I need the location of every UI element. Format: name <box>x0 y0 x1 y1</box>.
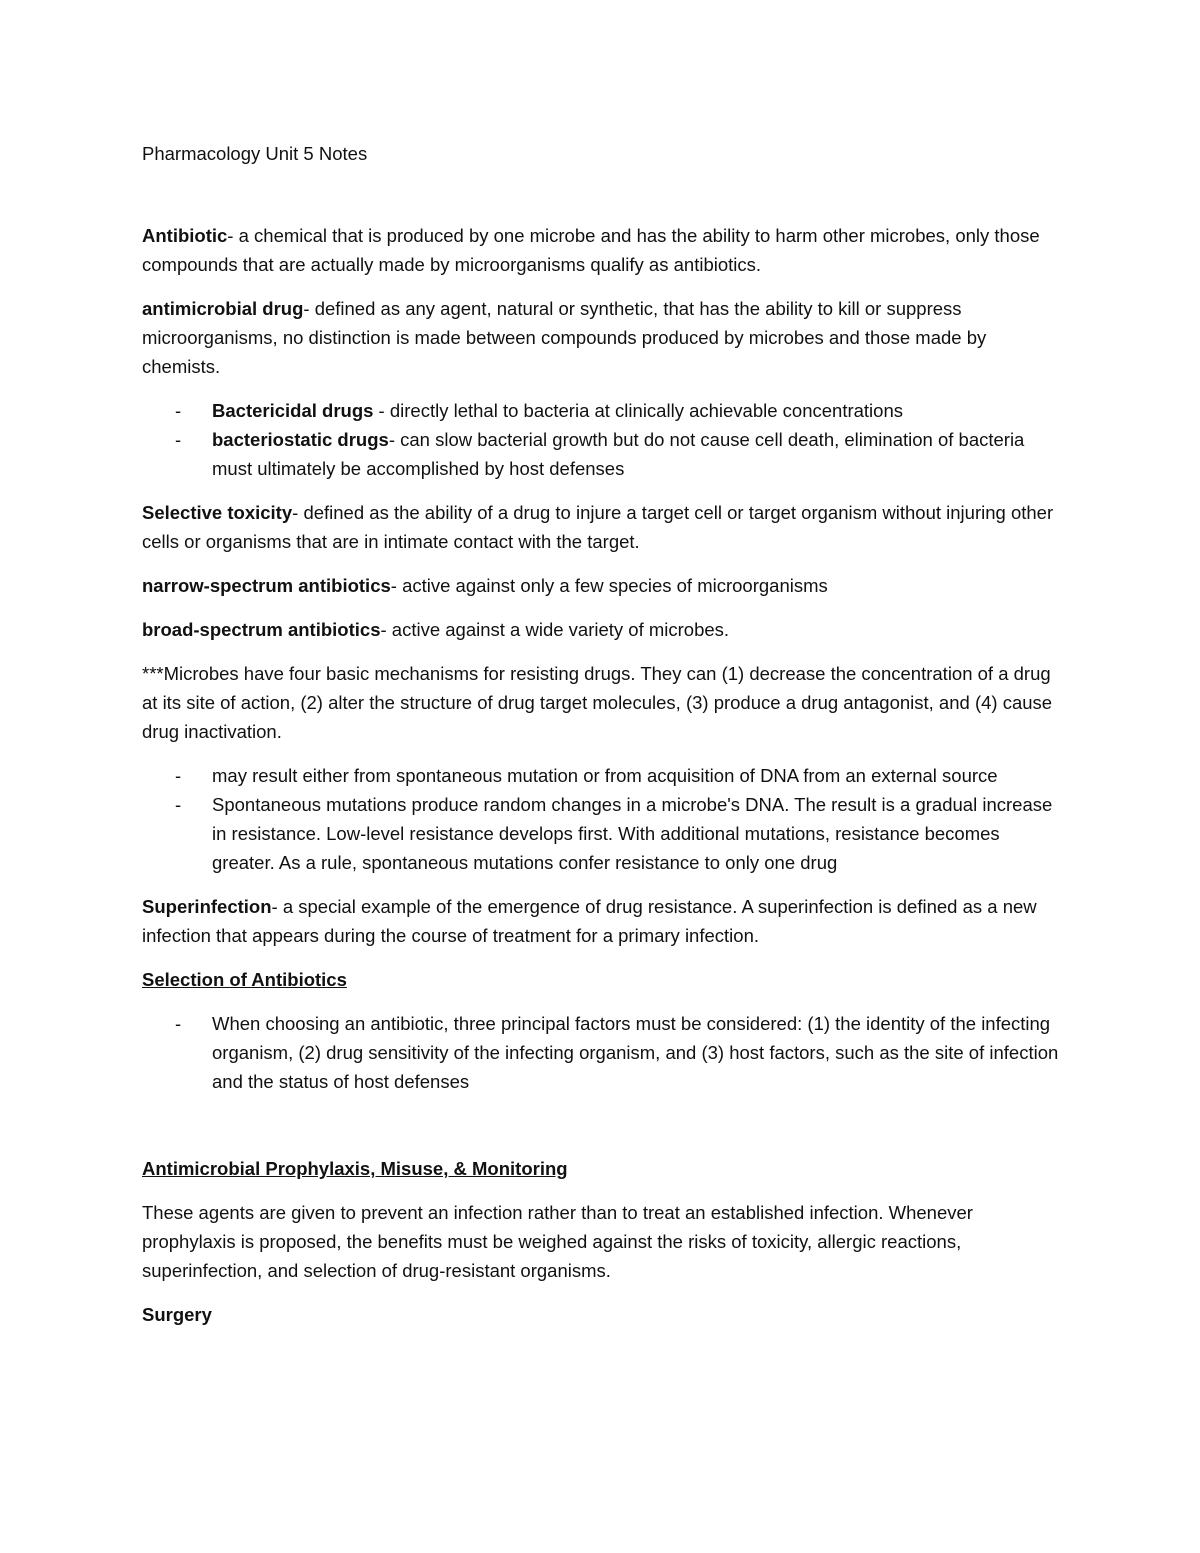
section-heading-prophylaxis: Antimicrobial Prophylaxis, Misuse, & Monitoring <box>142 1158 568 1179</box>
list-item <box>142 790 1062 877</box>
bullet-dash: - <box>175 1013 182 1034</box>
list-item <box>142 761 1062 790</box>
definition-selective-toxicity <box>142 498 1062 556</box>
list-item-text: When choosing an antibiotic, three principal factors must be considered: (1) the identity of the infecting organism, (2) drug sensitivity of the infecting organism, and (3) host factors, such as the site of infection and the status of host defenses <box>212 1013 1059 1092</box>
drug-type-list <box>142 396 1062 483</box>
definition-antibiotic <box>142 221 1062 279</box>
definition-narrow-spectrum <box>142 571 1062 600</box>
term-broad-spectrum: broad-spectrum antibiotics <box>142 619 381 640</box>
list-item-bactericidal <box>142 396 1062 425</box>
term-bacteriostatic: bacteriostatic drugs <box>212 429 389 450</box>
bullet-dash: - <box>175 400 182 421</box>
term-bactericidal: Bactericidal drugs <box>212 400 374 421</box>
term-superinfection: Superinfection <box>142 896 272 917</box>
bullet-dash: - <box>175 429 182 450</box>
definition-text: - directly lethal to bacteria at clinically achievable concentrations <box>373 400 903 421</box>
selection-list <box>142 1009 1062 1096</box>
resistance-intro: ***Microbes have four basic mechanisms for resisting drugs. They can (1) decrease the concentration of a drug at its site of action, (2) alter the structure of drug target molecules, (3) produce a drug antagonist, and (4) cause drug inactivation. <box>142 663 1053 742</box>
definition-text: - a special example of the emergence of drug resistance. A superinfection is defined as a new infection that appears during the course of treatment for a primary infection. <box>142 896 1037 946</box>
term-antibiotic: Antibiotic <box>142 225 228 246</box>
definition-text: - active against a wide variety of microbes. <box>380 619 730 640</box>
resistance-list <box>142 761 1062 877</box>
prophylaxis-text: These agents are given to prevent an infection rather than to treat an established infection. Whenever prophylaxis is proposed, the benefits must be weighed against the risks of toxicity, allergic reactions, superinfection, and selection of drug-resistant organisms. <box>142 1202 973 1281</box>
bullet-dash: - <box>175 794 182 815</box>
term-narrow-spectrum: narrow-spectrum antibiotics <box>142 575 391 596</box>
definition-text: - can slow bacterial growth but do not cause cell death, elimination of bacteria must ultimately be accomplished by host defenses <box>212 429 1025 479</box>
list-item-text: may result either from spontaneous mutation or from acquisition of DNA from an external source <box>212 765 998 786</box>
definition-text: - a chemical that is produced by one microbe and has the ability to harm other microbes, only those compounds that are actually made by microorganisms qualify as antibiotics. <box>142 225 1040 275</box>
list-item-text: Spontaneous mutations produce random changes in a microbe's DNA. The result is a gradual increase in resistance. Low-level resistance develops first. With additional mutations, resistance becomes greater. As a rule, spontaneous mutations confer resistance to only one drug <box>212 794 1053 873</box>
page-title: Pharmacology Unit 5 Notes <box>142 143 368 164</box>
bullet-dash: - <box>175 765 182 786</box>
definition-text: - active against only a few species of microorganisms <box>390 575 828 596</box>
definition-text: - defined as any agent, natural or synthetic, that has the ability to kill or suppress microorganisms, no distinction is made between compounds produced by microbes and those made by chemists. <box>142 298 987 377</box>
subheading-surgery: Surgery <box>142 1304 212 1325</box>
term-antimicrobial-drug: antimicrobial drug <box>142 298 304 319</box>
term-selective-toxicity: Selective toxicity <box>142 502 293 523</box>
spacer <box>142 1111 1062 1154</box>
section-heading-selection: Selection of Antibiotics <box>142 969 347 990</box>
list-item-bacteriostatic <box>142 425 1062 483</box>
definition-text: - defined as the ability of a drug to injure a target cell or target organism without injuring other cells or organisms that are in intimate contact with the target. <box>142 502 1054 552</box>
list-item <box>142 1009 1062 1096</box>
definition-superinfection <box>142 892 1062 950</box>
definition-antimicrobial-drug <box>142 294 1062 381</box>
definition-broad-spectrum <box>142 615 1062 644</box>
document-page <box>142 139 1062 1344</box>
